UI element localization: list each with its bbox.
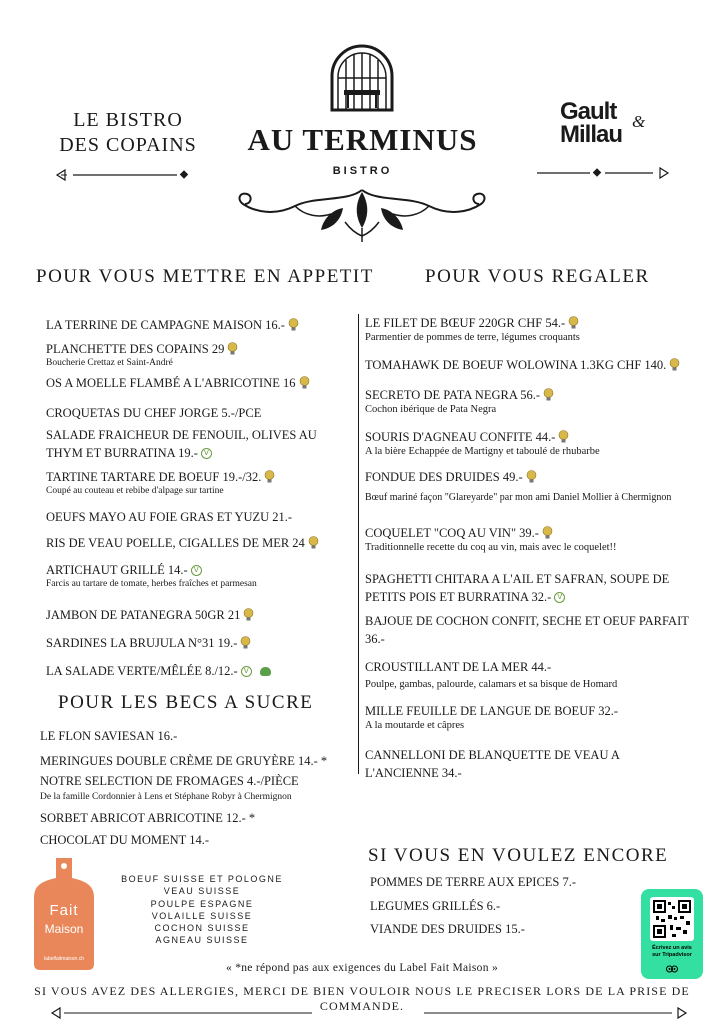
brand-flourish-icon bbox=[235, 182, 490, 248]
list-item: SOURIS D'AGNEAU CONFITE 44.- A la bière Echappée de Martigny et taboulé de rhubarbe bbox=[365, 430, 600, 457]
fait-maison-badge bbox=[32, 858, 96, 970]
origin-item: VOLAILLE SUISSE bbox=[151, 910, 253, 921]
lightbulb-icon bbox=[568, 316, 579, 330]
right-ornament-icon bbox=[535, 166, 670, 180]
millau-text: Millau bbox=[560, 121, 623, 148]
origin-item: COCHON SUISSE bbox=[154, 923, 250, 934]
vegetarian-icon: V bbox=[201, 448, 212, 459]
vegetarian-icon: V bbox=[191, 565, 202, 576]
list-item: JAMBON DE PATANEGRA 50GR 21 bbox=[46, 606, 254, 624]
vegetarian-icon: V bbox=[241, 666, 252, 677]
lightbulb-icon bbox=[543, 388, 554, 402]
lightbulb-icon bbox=[227, 342, 238, 356]
salad-icon bbox=[260, 667, 271, 676]
origin-item: AGNEAU SUISSE bbox=[155, 935, 249, 946]
sucre-title: POUR LES BECS A SUCRE bbox=[58, 692, 314, 713]
origin-item: VEAU SUISSE bbox=[163, 886, 241, 897]
list-item: LA SALADE VERTE/MÊLÉE 8./12.- V bbox=[46, 662, 271, 680]
lightbulb-icon bbox=[526, 470, 537, 484]
list-item: FONDUE DES DRUIDES 49.- Bœuf mariné façon "Glareyarde" par mon ami Daniel Mollier à Chermignon bbox=[365, 470, 672, 503]
appetit-title: POUR VOUS METTRE EN APPETIT bbox=[36, 266, 374, 287]
list-item: LE FILET DE BŒUF 220GR CHF 54.- Parmentier de pommes de terre, légumes croquants bbox=[365, 316, 580, 343]
lightbulb-icon bbox=[288, 318, 299, 332]
tripadvisor-line2: sur Tripadvisor bbox=[652, 952, 692, 958]
lightbulb-icon bbox=[240, 636, 251, 650]
encore-title: SI VOUS EN VOULEZ ENCORE bbox=[368, 845, 669, 866]
bottom-right-ornament-icon bbox=[420, 1006, 690, 1020]
bottom-left-ornament-icon bbox=[50, 1006, 320, 1020]
lightbulb-icon bbox=[308, 536, 319, 550]
list-item: COQUELET "COQ AU VIN" 39.- Traditionnelle recette du coq au vin, mais avec le coquelet!! bbox=[365, 526, 617, 553]
list-item: BAJOUE DE COCHON CONFIT, SECHE ET OEUF PARFAIT 36.- bbox=[365, 614, 689, 646]
lightbulb-icon bbox=[558, 430, 569, 444]
vegetarian-icon: V bbox=[554, 592, 565, 603]
column-divider bbox=[358, 314, 359, 774]
bistro-arch-logo-icon bbox=[328, 44, 396, 112]
qr-code-icon[interactable] bbox=[650, 897, 694, 941]
origins-list bbox=[118, 873, 286, 947]
gault-millau-logo bbox=[560, 100, 660, 146]
gault-millau-ampersand: & bbox=[632, 112, 645, 131]
brand-name: AU TERMINUS bbox=[247, 122, 478, 157]
allergy-line1: SI VOUS AVEZ DES ALLERGIES, MERCI DE BIEN VOULOIR NOUS LE PRECISER LORS DE LA PRISE DE bbox=[34, 984, 690, 998]
list-item: ARTICHAUT GRILLÉ 14.- V Farcis au tartare de tomate, herbes fraîches et parmesan bbox=[46, 563, 257, 589]
list-item: TARTINE TARTARE DE BOEUF 19.-/32. Coupé au couteau et rebibe d'alpage sur tartine bbox=[46, 468, 275, 497]
left-title-line2: DES COPAINS bbox=[59, 134, 197, 156]
list-item: MILLE FEUILLE DE LANGUE DE BOEUF 32.- A la moutarde et câpres bbox=[365, 704, 619, 731]
list-item: SPAGHETTI CHITARA A L'AIL ET SAFRAN, SOUPE DE PETITS POIS ET BURRATINA 32.- V bbox=[365, 572, 670, 604]
list-item: OEUFS MAYO AU FOIE GRAS ET YUZU 21.- bbox=[46, 510, 293, 524]
lightbulb-icon bbox=[243, 608, 254, 622]
list-item: SALADE FRAICHEUR DE FENOUIL, OLIVES AU THYM ET BURRATINA 19.- V bbox=[46, 428, 317, 460]
fait-maison-line2: Maison bbox=[44, 922, 84, 936]
lightbulb-icon bbox=[299, 376, 310, 390]
list-item: SARDINES LA BRUJULA N°31 19.- bbox=[46, 634, 251, 652]
list-item: PLANCHETTE DES COPAINS 29 Boucherie Crettaz et Saint-André bbox=[46, 340, 238, 369]
lightbulb-icon bbox=[669, 358, 680, 372]
list-item: RIS DE VEAU POELLE, CIGALLES DE MER 24 bbox=[46, 534, 319, 552]
list-item: CROQUETAS DU CHEF JORGE 5.-/PCE bbox=[46, 406, 262, 420]
left-title-line1: LE BISTRO bbox=[73, 109, 183, 131]
list-item: SECRETO DE PATA NEGRA 56.- Cochon ibérique de Pata Negra bbox=[365, 386, 554, 415]
fait-maison-line1: Fait bbox=[49, 902, 79, 919]
lightbulb-icon bbox=[542, 526, 553, 540]
left-title bbox=[48, 108, 208, 158]
list-item: VIANDE DES DRUIDES 15.- bbox=[370, 922, 525, 936]
list-item: NOTRE SELECTION DE FROMAGES 4.-/PIÈCE De la famille Cordonnier à Lens et Stéphane Robyr à Chermignon bbox=[40, 774, 299, 802]
list-item: CANNELLONI DE BLANQUETTE DE VEAU A L'ANCIENNE 34.- bbox=[365, 748, 620, 780]
regaler-title: POUR VOUS REGALER bbox=[425, 266, 650, 287]
lightbulb-icon bbox=[264, 470, 275, 484]
list-item: CROUSTILLANT DE LA MER 44.- Poulpe, gambas, palourde, calamars et sa bisque de Homard bbox=[365, 660, 618, 690]
list-item: LE FLON SAVIESAN 16.- bbox=[40, 729, 178, 743]
list-item: POMMES DE TERRE AUX EPICES 7.- bbox=[370, 875, 577, 889]
list-item: MERINGUES DOUBLE CRÈME DE GRUYÈRE 14.- * bbox=[40, 754, 328, 768]
list-item: CHOCOLAT DU MOMENT 14.- bbox=[40, 833, 209, 847]
gault-text: Gault bbox=[560, 98, 617, 125]
tripadvisor-line1: Écrivez un avis bbox=[652, 945, 692, 951]
label-note: « *ne répond pas aux exigences du Label Fait Maison » bbox=[225, 962, 499, 974]
origin-item: POULPE ESPAGNE bbox=[150, 898, 254, 909]
list-item: SORBET ABRICOT ABRICOTINE 12.- * bbox=[40, 811, 256, 825]
list-item: TOMAHAWK DE BOEUF WOLOWINA 1.3KG CHF 140. bbox=[365, 356, 680, 374]
list-item: OS A MOELLE FLAMBÉ A L'ABRICOTINE 16 bbox=[46, 374, 310, 392]
brand-subtitle: BISTRO bbox=[332, 165, 393, 177]
list-item: LA TERRINE DE CAMPAGNE MAISON 16.- bbox=[46, 316, 299, 334]
allergy-line2: COMMANDE. bbox=[319, 999, 405, 1013]
left-ornament-icon bbox=[55, 168, 190, 182]
fait-maison-url: labelfaitmaison.ch bbox=[43, 956, 85, 962]
origin-item: BOEUF SUISSE ET POLOGNE bbox=[121, 874, 283, 884]
list-item: LEGUMES GRILLÉS 6.- bbox=[370, 899, 501, 913]
